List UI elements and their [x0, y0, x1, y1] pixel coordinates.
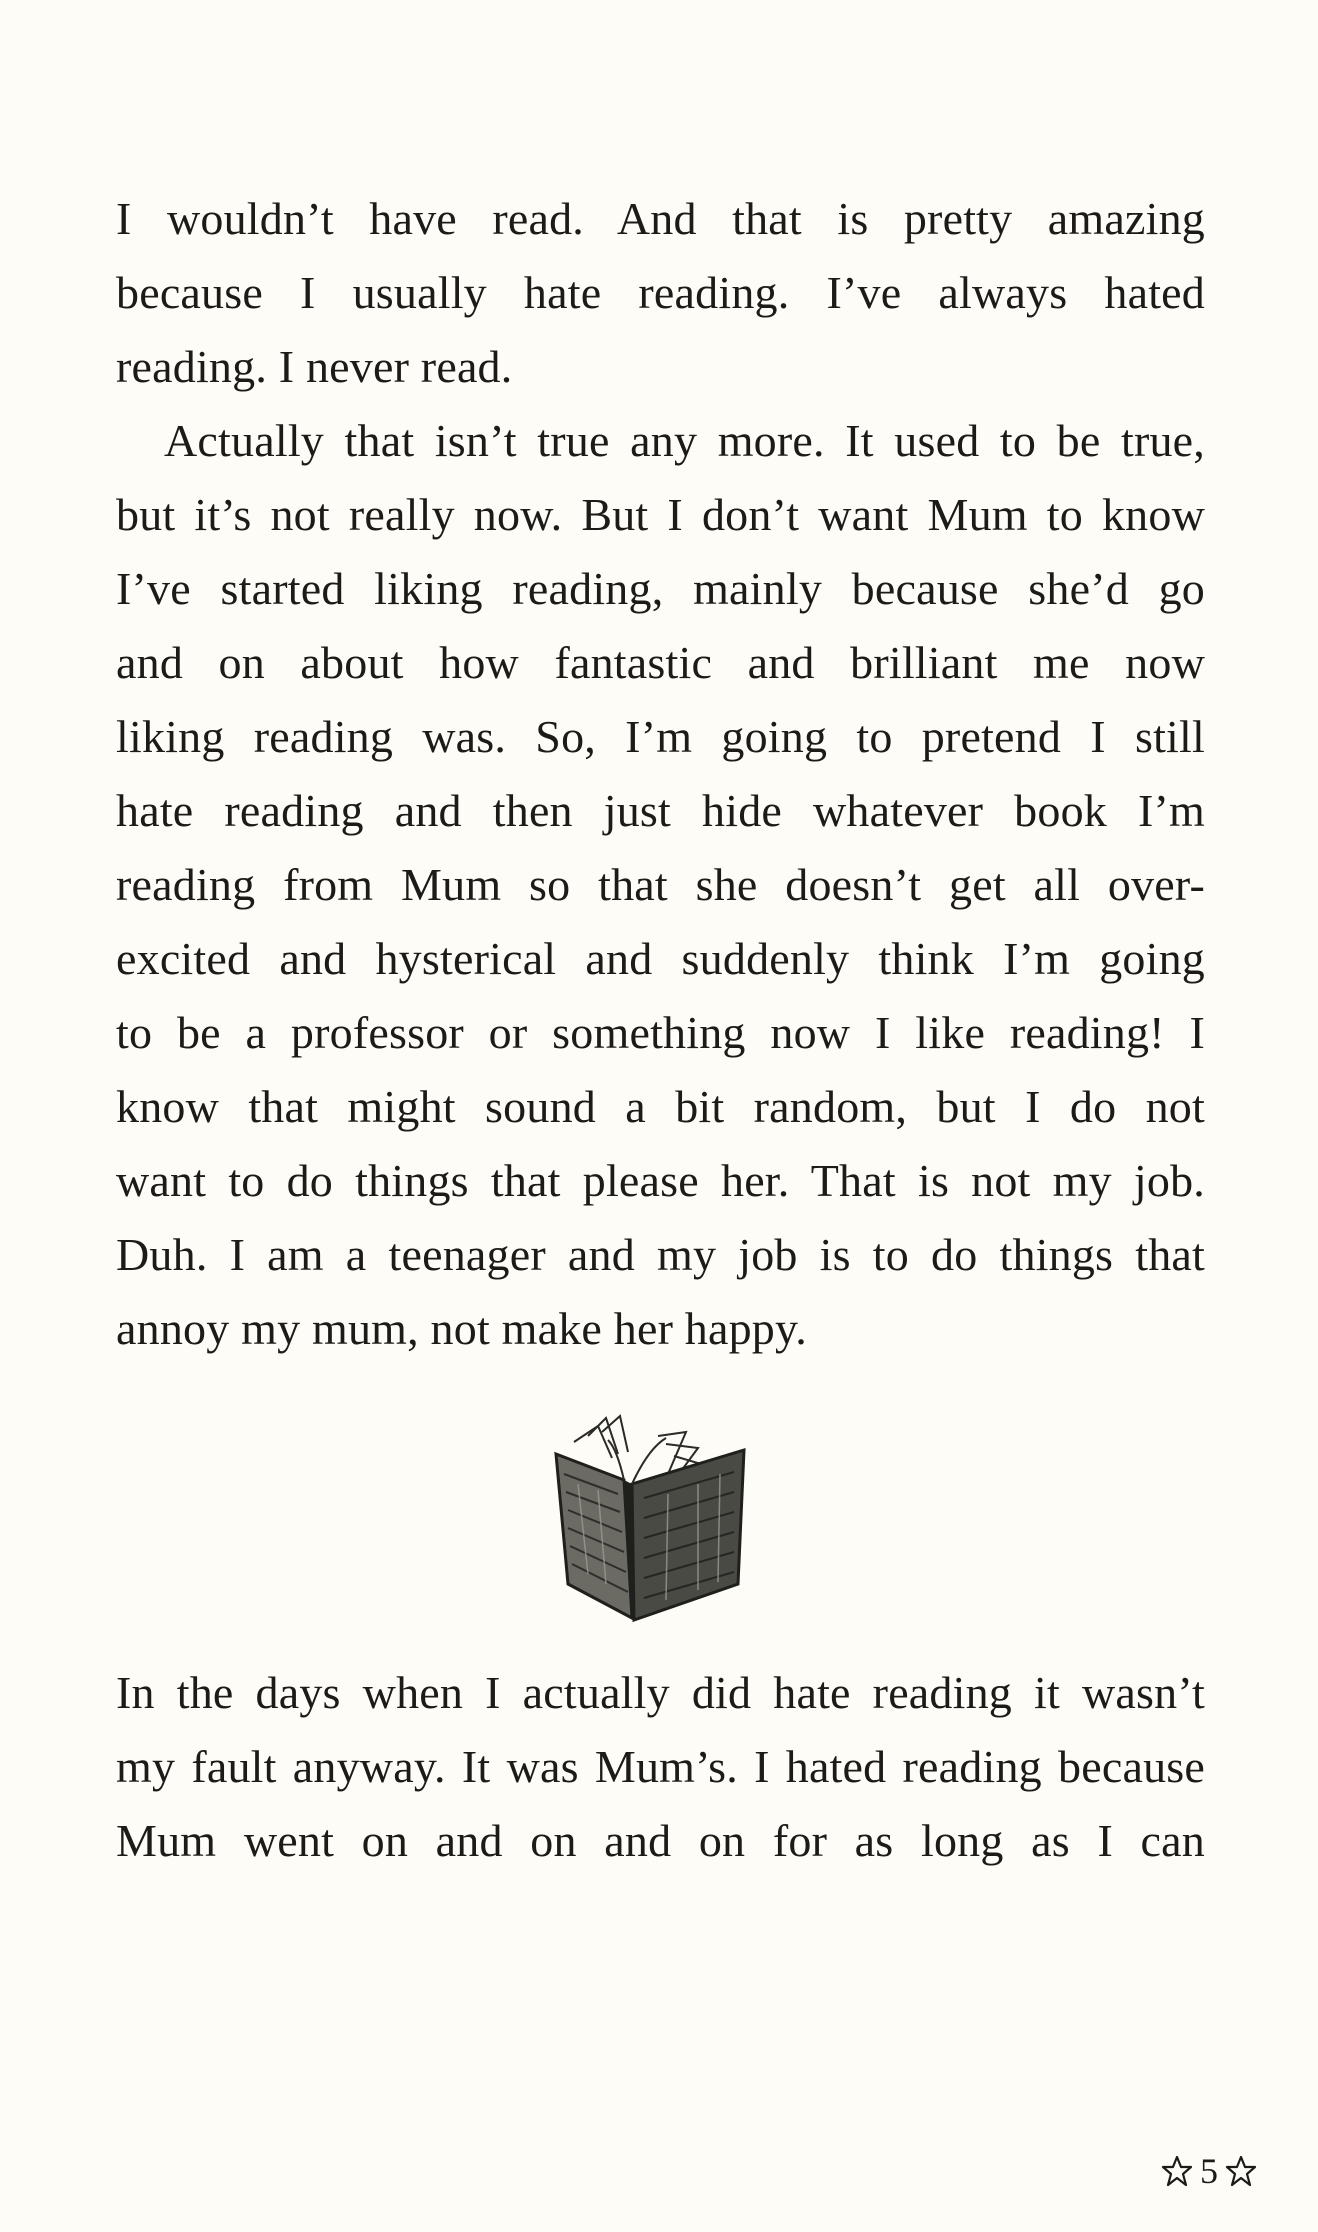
text-line: I’ve started liking reading, mainly because she’d go [116, 563, 1205, 614]
text-line: reading. I never read. [116, 341, 513, 392]
text-line: annoy my mum, not make her happy. [116, 1303, 807, 1354]
text-line: Mum went on and on and on for as long as I can [116, 1815, 1205, 1866]
text-line: reading from Mum so that she doesn’t get all over- [116, 859, 1205, 910]
text-line: In the days when I actually did hate reading it wasn’t [116, 1667, 1205, 1718]
text-line: Duh. I am a teenager and my job is to do things that [116, 1229, 1205, 1280]
text-line: because I usually hate reading. I’ve always hated [116, 267, 1205, 318]
paragraph-2 [116, 404, 1205, 1366]
text-line: hate reading and then just hide whatever book I’m [116, 785, 1205, 836]
page-number: 5 [1200, 2151, 1218, 2191]
text-line: but it’s not really now. But I don’t want Mum to know [116, 489, 1205, 540]
star-icon [1224, 2154, 1258, 2188]
text-line: liking reading was. So, I’m going to pretend I still [116, 711, 1205, 762]
text-line: Actually that isn’t true any more. It used to be true, [164, 415, 1205, 466]
text-line: I wouldn’t have read. And that is pretty amazing [116, 193, 1205, 244]
paragraph-3 [116, 1656, 1205, 1878]
star-icon [1160, 2154, 1194, 2188]
text-line: know that might sound a bit random, but I do not [116, 1081, 1205, 1132]
page-folio [1160, 2148, 1258, 2194]
text-line: my fault anyway. It was Mum’s. I hated reading because [116, 1741, 1205, 1792]
text-line: want to do things that please her. That is not my job. [116, 1155, 1205, 1206]
open-book-icon [548, 1414, 752, 1626]
paragraph-1 [116, 182, 1205, 404]
text-line: excited and hysterical and suddenly think I’m going [116, 933, 1205, 984]
text-line: to be a professor or something now I like reading! I [116, 1007, 1205, 1058]
text-line: and on about how fantastic and brilliant me now [116, 637, 1205, 688]
